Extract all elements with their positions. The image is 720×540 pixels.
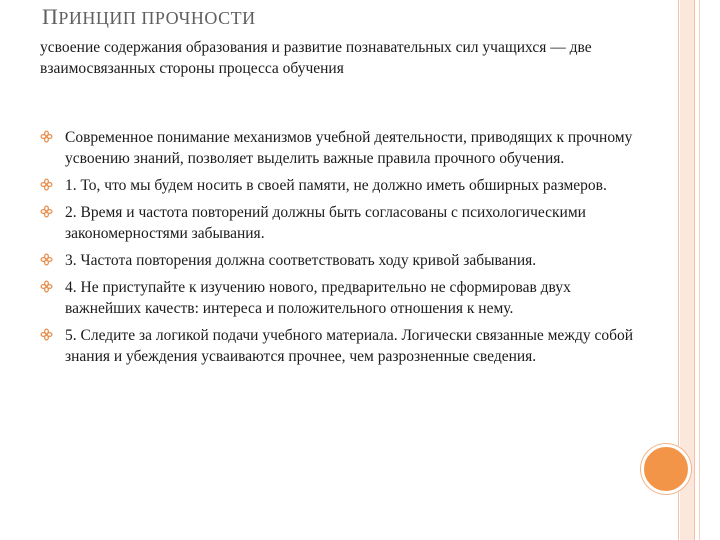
bullet-item (40, 325, 640, 367)
orange-flower-bullet-icon (40, 253, 53, 266)
decorative-line (694, 0, 695, 540)
title-rest: РИНЦИП ПРОЧНОСТИ (58, 8, 256, 28)
orange-flower-bullet-icon (40, 205, 53, 218)
bullet-item (40, 277, 640, 319)
title-first-letter: П (42, 4, 59, 29)
orange-flower-bullet-icon (40, 130, 53, 143)
bullet-text: 3. Частота повторения должна соответствовать ходу кривой забывания. (65, 252, 537, 269)
bullet-text: 4. Не приступайте к изучению нового, предварительно не сформировав двух важнейших качеств: интереса и положительного отношения к нему. (65, 279, 571, 317)
decorative-line (699, 0, 700, 540)
slide-subtitle: усвоение содержания образования и развитие познавательных сил учащихся — две взаимосвязанных стороны процесса обучения (40, 39, 592, 77)
bullet-text: 2. Время и частота повторений должны быть согласованы с психологическими закономерностями забывания. (65, 204, 586, 242)
bullet-item (40, 175, 640, 196)
orange-flower-bullet-icon (40, 328, 53, 341)
bullet-text: 5. Следите за логикой подачи учебного материала. Логически связанные между собой знания и убеждения усваиваются прочнее, чем разрозненные сведения. (65, 327, 634, 365)
bullet-item (40, 127, 640, 169)
orange-flower-bullet-icon (40, 178, 53, 191)
bullet-item (40, 250, 640, 271)
bullet-list (40, 127, 640, 373)
bullet-item (40, 202, 640, 244)
slide-title (42, 4, 256, 30)
bullet-text: 1. То, что мы будем носить в своей памяти, не должно иметь обширных размеров. (65, 177, 607, 194)
bullet-text: Современное понимание механизмов учебной деятельности, приводящих к прочному усвоению знаний, позволяет выделить важные правила прочного обучения. (65, 129, 633, 167)
orange-flower-bullet-icon (40, 280, 53, 293)
decorative-orange-circle (641, 444, 691, 494)
